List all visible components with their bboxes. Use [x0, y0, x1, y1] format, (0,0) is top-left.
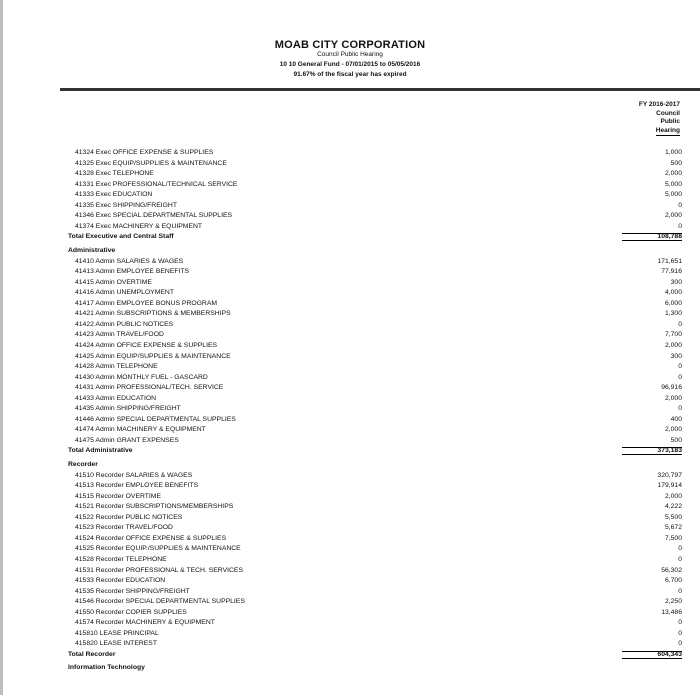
column-header-line: Public [660, 118, 680, 125]
line-label: 41325 Exec EQUIP/SUPPLIES & MAINTENANCE [75, 159, 227, 167]
line-label: Total Executive and Central Staff [68, 233, 174, 241]
report-title: MOAB CITY CORPORATION [274, 39, 426, 51]
line-amount: 5,500 [664, 513, 682, 521]
line-label: 41550 Recorder COPIER SUPPLIES [75, 608, 187, 616]
line-amount: 2,000 [664, 426, 682, 434]
table-row [60, 191, 682, 199]
line-label: 41333 Exec EDUCATION [75, 191, 153, 199]
line-label: Information Technology [68, 664, 145, 672]
line-label: 41513 Recorder EMPLOYEE BENEFITS [75, 482, 199, 490]
column-header [610, 101, 680, 136]
line-label: 41533 Recorder EDUCATION [75, 577, 166, 584]
line-label: 41423 Admin TRAVEL/FOOD [75, 331, 164, 339]
line-label: 41428 Admin TELEPHONE [75, 363, 158, 370]
line-label: 41474 Admin MACHINERY & EQUIPMENT [75, 426, 206, 434]
line-amount: 6,000 [664, 299, 682, 307]
line-amount: 604,343 [622, 651, 682, 659]
line-label: 41435 Admin SHIPPING/FREIGHT [75, 405, 181, 413]
line-amount: 0 [678, 373, 682, 381]
table-row [60, 619, 682, 627]
table-row [60, 588, 682, 596]
line-amount: 56,302 [661, 566, 682, 574]
table-row [60, 342, 682, 350]
line-amount: 500 [670, 159, 682, 167]
table-row [60, 395, 682, 403]
line-label: 41416 Admin UNEMPLOYMENT [75, 289, 174, 297]
line-amount: 300 [670, 352, 682, 360]
line-amount: 0 [678, 363, 682, 370]
table-row [60, 598, 682, 606]
line-label: 41525 Recorder EQUIP./SUPPLIES & MAINTENANCE [75, 545, 241, 553]
line-amount: 0 [678, 619, 682, 627]
header-rule [60, 88, 700, 91]
section-heading [60, 664, 682, 672]
line-amount: 0 [678, 320, 682, 328]
table-row [60, 567, 682, 575]
table-row [60, 545, 682, 553]
line-label: 41521 Recorder SUBSCRIPTIONS/MEMBERSHIPS [75, 503, 234, 511]
line-amount: 0 [678, 545, 682, 553]
line-amount: 77,916 [661, 268, 682, 276]
line-amount: 171,651 [657, 257, 682, 265]
line-label: 41335 Exec SHIPPING/FREIGHT [75, 201, 177, 209]
line-amount: 400 [670, 415, 682, 423]
line-amount: 4,222 [664, 503, 682, 511]
section-total [60, 233, 682, 241]
line-amount: 2,000 [664, 394, 682, 402]
line-label: 41324 Exec OFFICE EXPENSE & SUPPLIES [75, 149, 214, 156]
table-row [60, 160, 682, 168]
line-label: 41415 Admin OVERTIME [75, 278, 152, 286]
table-row [60, 482, 682, 490]
line-label: 41331 Exec PROFESSIONAL/TECHNICAL SERVICE [75, 180, 238, 188]
table-row [60, 181, 682, 189]
line-amount: 7,700 [664, 331, 682, 339]
line-amount: 500 [670, 436, 682, 444]
line-amount: 6,700 [664, 577, 682, 584]
line-label: 41574 Recorder MACHINERY & EQUIPMENT [75, 619, 215, 627]
table-row [60, 300, 682, 308]
line-label: 41510 Recorder SALARIES & WAGES [75, 471, 193, 479]
section-total [60, 651, 682, 659]
table-row [60, 289, 682, 297]
line-label: 41446 Admin SPECIAL DEPARTMENTAL SUPPLIES [75, 415, 236, 423]
section-heading [60, 461, 682, 469]
table-row [60, 556, 682, 564]
section-total [60, 447, 682, 455]
line-label: Recorder [68, 461, 98, 468]
line-amount: 1,000 [664, 149, 682, 156]
line-label: 41421 Admin SUBSCRIPTIONS & MEMBERSHIPS [75, 310, 231, 318]
line-amount: 0 [678, 640, 682, 648]
table-row [60, 212, 682, 220]
line-amount: 96,916 [661, 384, 682, 392]
scan-edge [0, 0, 3, 695]
table-row [60, 640, 682, 648]
table-row [60, 437, 682, 445]
line-label: 41425 Admin EQUIP/SUPPLIES & MAINTENANCE [75, 352, 231, 360]
table-row [60, 609, 682, 617]
line-label: 41413 Admin EMPLOYEE BENEFITS [75, 268, 190, 276]
line-amount: 0 [678, 405, 682, 413]
line-amount: 0 [678, 629, 682, 637]
line-label: 41475 Admin GRANT EXPENSES [75, 436, 179, 444]
line-label: 41430 Admin MONTHLY FUEL - GASCARD [75, 373, 208, 381]
fund-line: 10 10 General Fund - 07/01/2015 to 05/05/2016 [279, 61, 421, 68]
line-label: 41328 Exec TELEPHONE [75, 170, 154, 178]
line-amount: 320,797 [657, 471, 682, 479]
table-row [60, 149, 682, 157]
line-label: Administrative [68, 247, 116, 254]
table-row [60, 331, 682, 339]
table-row [60, 170, 682, 178]
line-label: 41524 Recorder OFFICE EXPENSE & SUPPLIES [75, 534, 227, 542]
column-header-line: Council [656, 109, 680, 117]
table-row [60, 363, 682, 371]
table-row [60, 405, 682, 413]
line-label: 41410 Admin SALARIES & WAGES [75, 257, 184, 265]
line-label: 41546 Recorder SPECIAL DEPARTMENTAL SUPPLIES [75, 598, 245, 606]
line-amount: 108,788 [622, 233, 682, 241]
table-row [60, 258, 682, 266]
line-amount: 179,914 [657, 482, 682, 490]
line-label: 41417 Admin EMPLOYEE BONUS PROGRAM [75, 299, 218, 307]
line-label: 41535 Recorder SHIPPING/FREIGHT [75, 587, 190, 595]
line-label: 415820 LEASE INTEREST [75, 640, 157, 648]
line-amount: 4,000 [664, 289, 682, 297]
table-row [60, 384, 682, 392]
table-row [60, 416, 682, 424]
report-subtitle: Council Public Hearing [317, 51, 383, 58]
table-row [60, 426, 682, 434]
table-row [60, 374, 682, 382]
table-row [60, 310, 682, 318]
line-amount: 0 [678, 555, 682, 563]
report-header [0, 40, 700, 80]
line-label: 41528 Recorder TELEPHONE [75, 555, 167, 563]
line-amount: 5,000 [664, 191, 682, 199]
table-row [60, 268, 682, 276]
column-header-line: FY 2016-2017 [638, 101, 680, 108]
line-amount: 1,300 [664, 310, 682, 318]
line-label: 41374 Exec MACHINERY & EQUIPMENT [75, 222, 203, 230]
line-label: 41346 Exec SPECIAL DEPARTMENTAL SUPPLIES [75, 212, 233, 220]
line-amount: 2,250 [664, 598, 682, 606]
table-row [60, 524, 682, 532]
section-heading [60, 247, 682, 255]
table-row [60, 577, 682, 585]
line-amount: 0 [678, 587, 682, 595]
line-amount: 0 [678, 201, 682, 209]
table-row [60, 223, 682, 231]
table-row [60, 321, 682, 329]
table-row [60, 353, 682, 361]
line-label: 41523 Recorder TRAVEL/FOOD [75, 524, 173, 532]
line-label: 41433 Admin EDUCATION [75, 394, 157, 402]
line-amount: 7,500 [664, 534, 682, 542]
line-amount: 5,000 [664, 180, 682, 188]
line-amount: 373,183 [622, 447, 682, 455]
line-label: 41424 Admin OFFICE EXPENSE & SUPPLIES [75, 341, 218, 349]
table-row [60, 279, 682, 287]
table-row [60, 503, 682, 511]
line-amount: 0 [678, 222, 682, 230]
table-row [60, 472, 682, 480]
line-amount: 13,486 [661, 608, 682, 616]
line-label: 415810 LEASE PRINCIPAL [75, 629, 159, 637]
line-label: 41431 Admin PROFESSIONAL/TECH. SERVICE [75, 384, 224, 392]
line-amount: 300 [670, 278, 682, 286]
table-row [60, 630, 682, 638]
line-amount: 2,000 [664, 170, 682, 178]
line-amount: 2,000 [664, 492, 682, 500]
line-amount: 5,672 [664, 524, 682, 532]
line-label: 41522 Recorder PUBLIC NOTICES [75, 513, 183, 521]
line-label: 41515 Recorder OVERTIME [75, 492, 162, 500]
table-row [60, 535, 682, 543]
line-label: 41422 Admin PUBLIC NOTICES [75, 320, 174, 328]
line-label: 41531 Recorder PROFESSIONAL & TECH. SERVICES [75, 566, 243, 574]
fiscal-note: 91.67% of the fiscal year has expired [293, 71, 407, 78]
line-label: Total Recorder [68, 650, 116, 658]
line-amount: 2,000 [664, 341, 682, 349]
line-label: Total Administrative [68, 447, 133, 455]
table-row [60, 202, 682, 210]
line-amount: 2,000 [664, 212, 682, 220]
table-row [60, 514, 682, 522]
column-header-line: Hearing [656, 127, 680, 137]
table-row [60, 493, 682, 501]
